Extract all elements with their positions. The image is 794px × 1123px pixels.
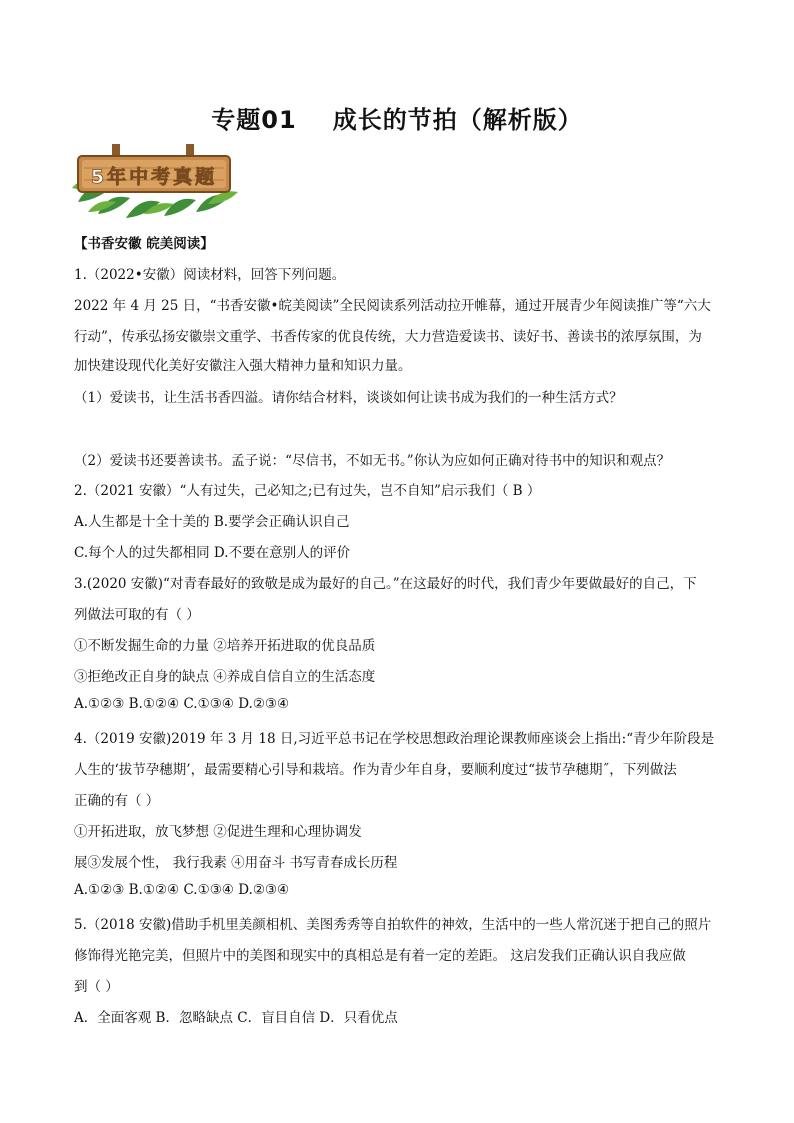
five-year-exam-badge [68,142,240,220]
question-4-items-line-2: 展③发展个性， 我行我素 ④用奋斗 书写青春成长历程 [74,855,398,871]
question-5-stem-line-2: 修饰得光艳完美，但照片中的美图和现实中的真相总是有着一定的差距。 这启发我们正确认识自我应做 [74,948,686,964]
question-3-items-12: ①不断发掘生命的力量 ②培养开拓进取的优良品质 [74,638,376,654]
question-5-stem-line-3: 到（ ） [74,979,119,995]
question-4-stem-line-1: 4.（2019 安徽)2019 年 3 月 18 日,习近平总书记在学校思想政治理论课教师座谈会上指出:“青少年阶段是 [74,731,715,747]
question-4-stem-line-3: 正确的有（ ） [74,793,160,809]
question-2-stem: 2.（2021 安徽）“人有过失，己必知之;已有过失，岂不自知”启示我们（ B ） [74,483,541,499]
question-4-options: A.①②③ B.①②④ C.①③④ D.②③④ [74,882,290,898]
material-line-1: 2022 年 4 月 25 日，“书香安徽•皖美阅读”全民阅读系列活动拉开帷幕，通过开展青少年阅读推广等“六大 [74,298,711,314]
question-5-options: A．全面客观 B．忽略缺点 C．盲目自信 D．只看优点 [74,1010,398,1026]
material-line-2: 行动”，传承弘扬安徽崇文重学、书香传家的优良传统，大力营造爱读书、读好书、善读书的浓厚氛围，为 [74,329,702,345]
wooden-sign-icon [68,142,240,220]
svg-text:5年中考真题: 5年中考真题 [90,166,218,188]
question-1-part-2: （2）爱读书还要善读书。孟子说：“尽信书，不如无书。”你认为应如何正确对待书中的知识和观点？ [74,453,671,469]
material-line-3: 加快建设现代化美好安徽注入强大精神力量和知识力量。 [74,358,412,374]
question-4-items-line-1: ①开拓进取，放飞梦想 ②促进生理和心理协调发 [74,824,362,840]
question-2-options-cd: C.每个人的过失都相同 D.不要在意别人的评价 [74,545,351,561]
question-3-options: A.①②③ B.①②④ C.①③④ D.②③④ [74,696,290,712]
title-topic-name: 成长的节拍（解析版） [332,106,583,134]
page-title [0,100,794,135]
question-1-header: 1.（2022•安徽）阅读材料，回答下列问题。 [74,267,346,283]
question-3-stem-line-1: 3.(2020 安徽)“对青春最好的致敬是成为最好的自己。”在这最好的时代，我们青少年要做最好的自己，下 [74,576,697,592]
question-4-stem-line-2: 人生的‘拔节孕穗期’，最需要精心引导和栽培。作为青少年自身，要顺利度过“拔节孕穗期˝，下列做法 [74,762,677,778]
question-3-items-34: ③拒绝改正自身的缺点 ④养成自信自立的生活态度 [74,669,376,685]
section-heading: 【书香安徽 皖美阅读】 [74,236,214,252]
question-5-stem-line-1: 5.（2018 安徽)借助手机里美颜相机、美图秀秀等自拍软件的神效，生活中的一些人常沉迷于把自己的照片 [74,917,712,933]
question-2-options-ab: A.人生都是十全十美的 B.要学会正确认识自己 [74,514,350,530]
title-topic-number: 专题01 [211,106,297,134]
question-1-part-1: （1）爱读书，让生活书香四溢。请你结合材料，谈谈如何让读书成为我们的一种生活方式？ [74,390,623,406]
question-3-stem-line-2: 列做法可取的有（ ） [74,607,200,623]
